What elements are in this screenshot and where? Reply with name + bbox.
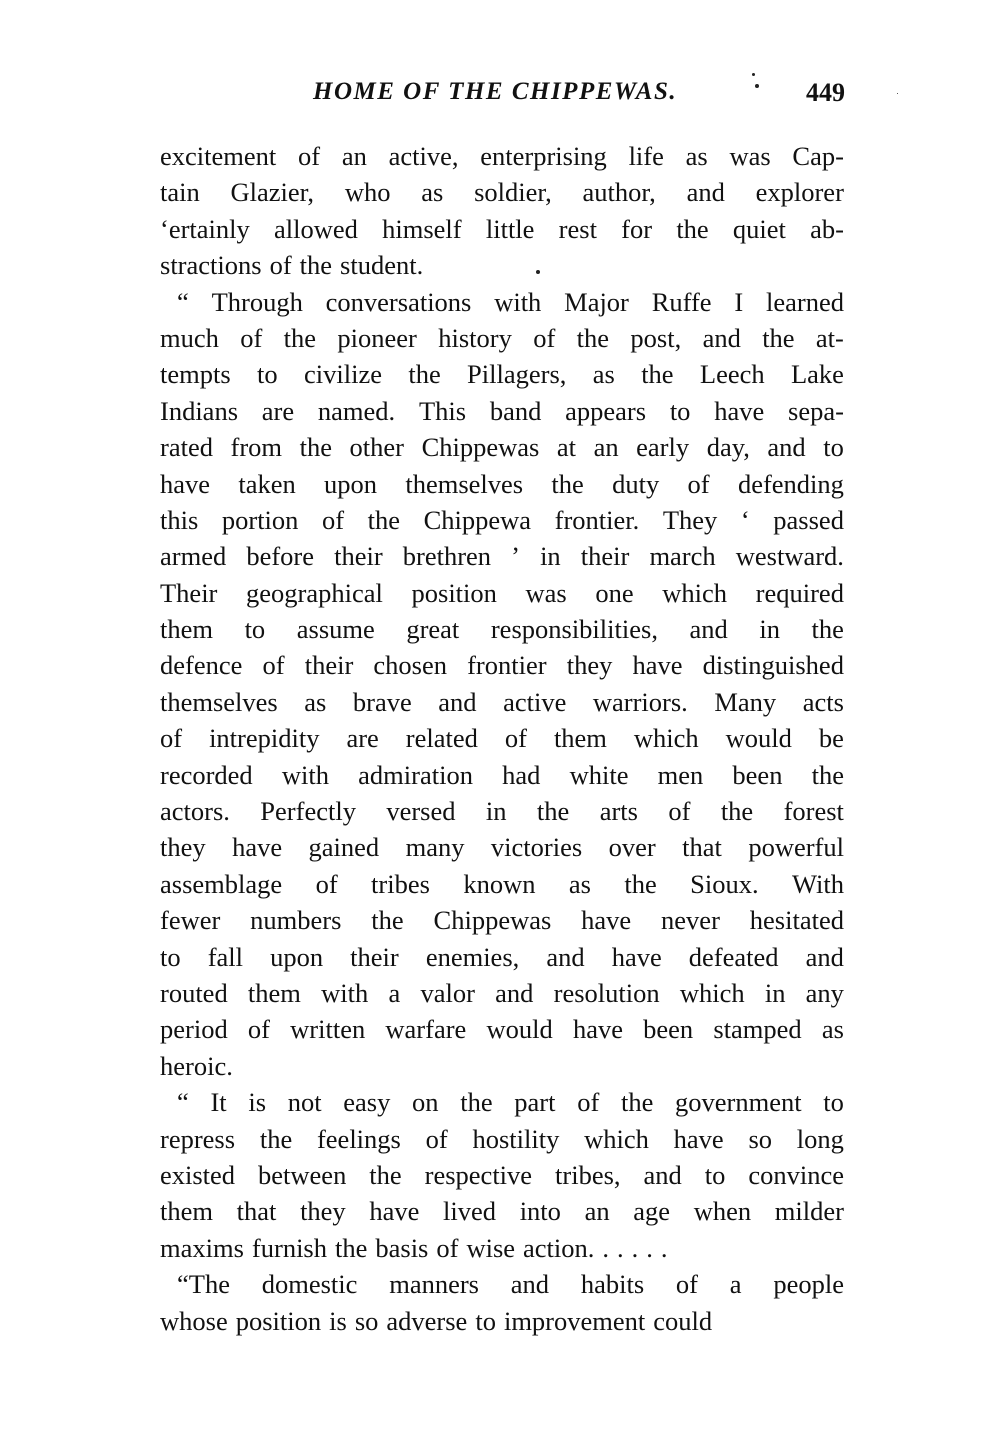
page-number: 449 <box>806 78 845 107</box>
text-line: Indians are named. This band appears to have sepa- <box>160 395 844 426</box>
paragraph <box>160 1266 844 1339</box>
text-line: tain Glazier, who as soldier, author, and explorer <box>160 177 844 208</box>
running-head <box>160 78 845 118</box>
text-line: much of the pioneer history of the post, and the at- <box>160 322 844 353</box>
text-line: actors. Perfectly versed in the arts of the forest <box>160 796 844 827</box>
text-line: have taken upon themselves the duty of defending <box>160 468 844 499</box>
text-line: excitement of an active, enterprising life as was Cap- <box>160 141 844 171</box>
print-speck <box>755 84 759 88</box>
text-line: Their geographical position was one which required <box>160 577 844 608</box>
text-line: defence of their chosen frontier they have distinguished <box>160 650 844 681</box>
text-line: rated from the other Chippewas at an early day, and to <box>160 432 844 463</box>
text-line: this portion of the Chippewa frontier. They ‘ passed <box>160 504 844 535</box>
text-line: tempts to civilize the Pillagers, as the Leech Lake <box>160 359 844 390</box>
paragraph <box>160 284 844 1085</box>
text-line: armed before their brethren ’ in their march westward. <box>160 541 844 572</box>
running-title: HOME OF THE CHIPPEWAS. <box>313 78 678 105</box>
text-line: stractions of the student. <box>160 250 424 281</box>
text-line: whose position is so adverse to improvement could <box>160 1305 713 1336</box>
print-speck <box>752 73 755 76</box>
text-line: maxims furnish the basis of wise action. . . . . . <box>160 1232 668 1263</box>
text-line: them that they have lived into an age when milder <box>160 1196 844 1227</box>
body-text <box>160 138 844 1339</box>
text-line: “ Through conversations with Major Ruffe I learned <box>177 286 844 317</box>
text-line: “The domestic manners and habits of a people <box>177 1269 844 1300</box>
text-line: ‘ertainly allowed himself little rest for the quiet ab- <box>160 213 844 244</box>
text-line: period of written warfare would have been stamped as <box>160 1014 844 1045</box>
text-line: they have gained many victories over that powerful <box>160 832 844 863</box>
text-line: of intrepidity are related of them which would be <box>160 723 844 754</box>
text-line: “ It is not easy on the part of the government to <box>177 1087 844 1118</box>
text-line: recorded with admiration had white men been the <box>160 759 844 790</box>
paragraph <box>160 1084 844 1266</box>
text-line: repress the feelings of hostility which have so long <box>160 1123 844 1154</box>
paragraph <box>160 138 844 284</box>
text-line: heroic. <box>160 1050 233 1081</box>
text-line: routed them with a valor and resolution which in any <box>160 977 844 1008</box>
text-line: existed between the respective tribes, and to convince <box>160 1159 844 1190</box>
print-speck <box>897 93 898 94</box>
text-line: them to assume great responsibilities, and in the <box>160 614 844 645</box>
text-line: fewer numbers the Chippewas have never hesitated <box>160 905 844 936</box>
text-line: themselves as brave and active warriors. Many acts <box>160 686 844 717</box>
text-line: assemblage of tribes known as the Sioux. With <box>160 868 844 899</box>
text-line: to fall upon their enemies, and have defeated and <box>160 941 844 972</box>
